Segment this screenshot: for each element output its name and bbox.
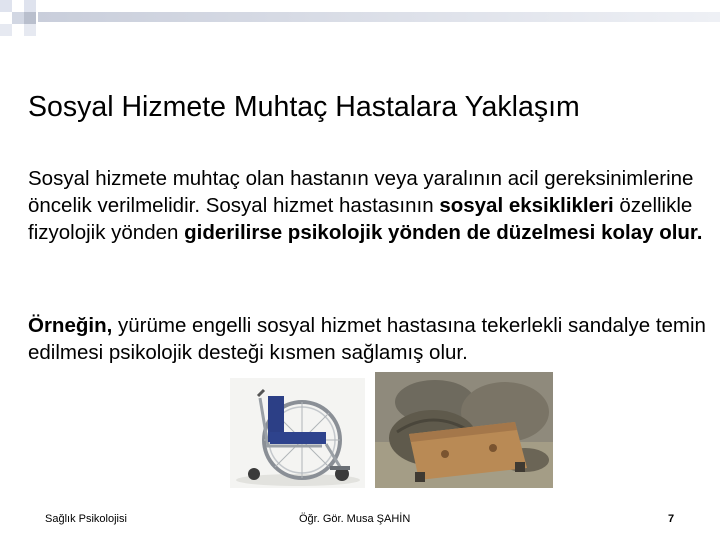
paragraph-1-bold-2: giderilirse psikolojik yönden de düzelmesi kolay olur. <box>184 221 703 244</box>
paragraph-1-text-2: özellikle fizyolojik yönden <box>28 194 693 244</box>
header-decoration <box>0 0 720 40</box>
paragraph-2-bold-1: Örneğin, <box>28 314 113 337</box>
slide-title: Sosyal Hizmete Muhtaç Hastalara Yaklaşım <box>28 91 580 123</box>
paragraph-1-text-1: Sosyal hizmete muhtaç olan hastanın veya yaralının acil gereksinimlerine öncelik verilmelidir. Sosyal hizmet hastasının <box>28 167 694 217</box>
page-number: 7 <box>668 513 675 525</box>
turtle-image <box>375 372 553 488</box>
footer-course: Sağlık Psikolojisi <box>45 513 127 525</box>
paragraph-1-bold-1: sosyal eksiklikleri <box>439 194 614 217</box>
paragraph-2-text-1: yürüme engelli sosyal hizmet hastasına tekerlekli sandalye temin edilmesi psikolojik desteği kısmen sağlamış olur. <box>28 314 706 364</box>
paragraph-1 <box>28 165 708 246</box>
paragraph-2 <box>28 312 708 366</box>
footer-author: Öğr. Gör. Musa ŞAHİN <box>299 513 411 525</box>
wheelchair-image <box>230 378 365 488</box>
